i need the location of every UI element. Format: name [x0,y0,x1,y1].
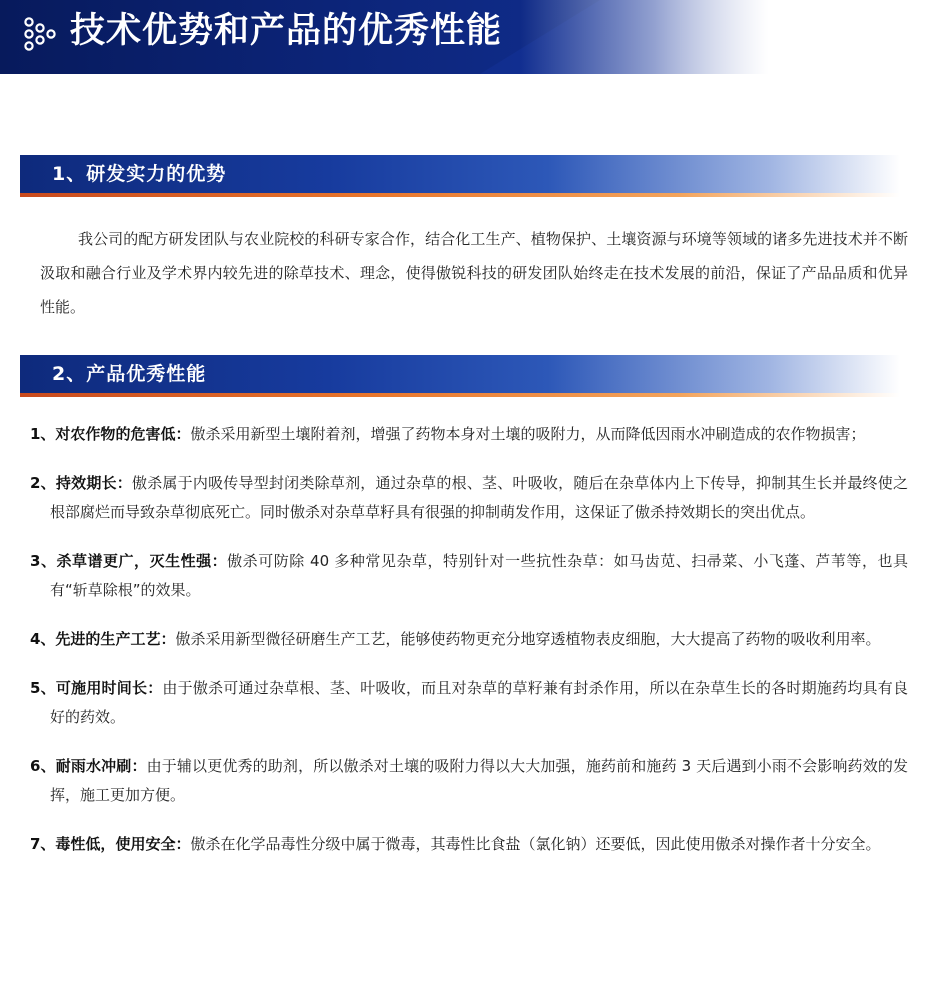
feature-label: 3、杀草谱更广，灭生性强： [30,552,228,570]
section-title-performance: 2、产品优秀性能 [52,363,207,385]
section-title-rd: 1、研发实力的优势 [52,163,227,185]
feature-label: 5、可施用时间长： [30,679,163,697]
feature-text: 傲杀采用新型微径研磨生产工艺，能够使药物更充分地穿透植物表皮细胞，大大提高了药物的吸收利用率。 [175,630,881,648]
list-item [30,625,908,654]
feature-label: 6、耐雨水冲刷： [30,757,147,775]
list-item [30,830,908,859]
banner-fade [520,0,934,74]
section-header-rd [20,155,900,197]
feature-list [30,420,908,859]
feature-label: 4、先进的生产工艺： [30,630,176,648]
feature-label: 1、对农作物的危害低： [30,425,191,443]
feature-text: 傲杀采用新型土壤附着剂，增强了药物本身对土壤的吸附力，从而降低因雨水冲刷造成的农作物损害； [190,425,866,443]
feature-text: 傲杀可防除 40 多种常见杂草，特别针对一些抗性杂草：如马齿苋、扫帚菜、小飞蓬、芦苇等，也具有“斩草除根”的效果。 [50,552,908,599]
feature-label: 2、持效期长： [30,474,132,492]
list-item [30,420,908,449]
dots-cluster-icon [20,14,60,54]
feature-text: 由于辅以更优秀的助剂，所以傲杀对土壤的吸附力得以大大加强，施药前和施药 3 天后遇到小雨不会影响药效的发挥，施工更加方便。 [50,757,908,804]
list-item [30,469,908,527]
rd-paragraph: 我公司的配方研发团队与农业院校的科研专家合作，结合化工生产、植物保护、土壤资源与环境等领域的诸多先进技术并不断汲取和融合行业及学术界内较先进的除草技术、理念，使得傲锐科技的研发团队始终走在技术发展的前沿，保证了产品品质和优异性能。 [40,230,908,316]
page-title: 技术优势和产品的优秀性能 [70,11,503,51]
feature-text: 傲杀在化学品毒性分级中属于微毒，其毒性比食盐（氯化钠）还要低，因此使用傲杀对操作者十分安全。 [190,835,881,853]
list-item [30,547,908,605]
section-accent-line [20,393,900,397]
feature-text: 由于傲杀可通过杂草根、茎、叶吸收，而且对杂草的草籽兼有封杀作用，所以在杂草生长的各时期施药均具有良好的药效。 [50,679,908,726]
list-item [30,752,908,810]
feature-text: 傲杀属于内吸传导型封闭类除草剂，通过杂草的根、茎、叶吸收，随后在杂草体内上下传导，抑制其生长并最终使之根部腐烂而导致杂草彻底死亡。同时傲杀对杂草草籽具有很强的抑制萌发作用，这保证了傲杀持效期长的突出优点。 [50,474,908,521]
top-banner [0,0,934,74]
list-item [30,674,908,732]
feature-label: 7、毒性低，使用安全： [30,835,191,853]
section-accent-line [20,193,900,197]
section-header-performance [20,355,900,397]
